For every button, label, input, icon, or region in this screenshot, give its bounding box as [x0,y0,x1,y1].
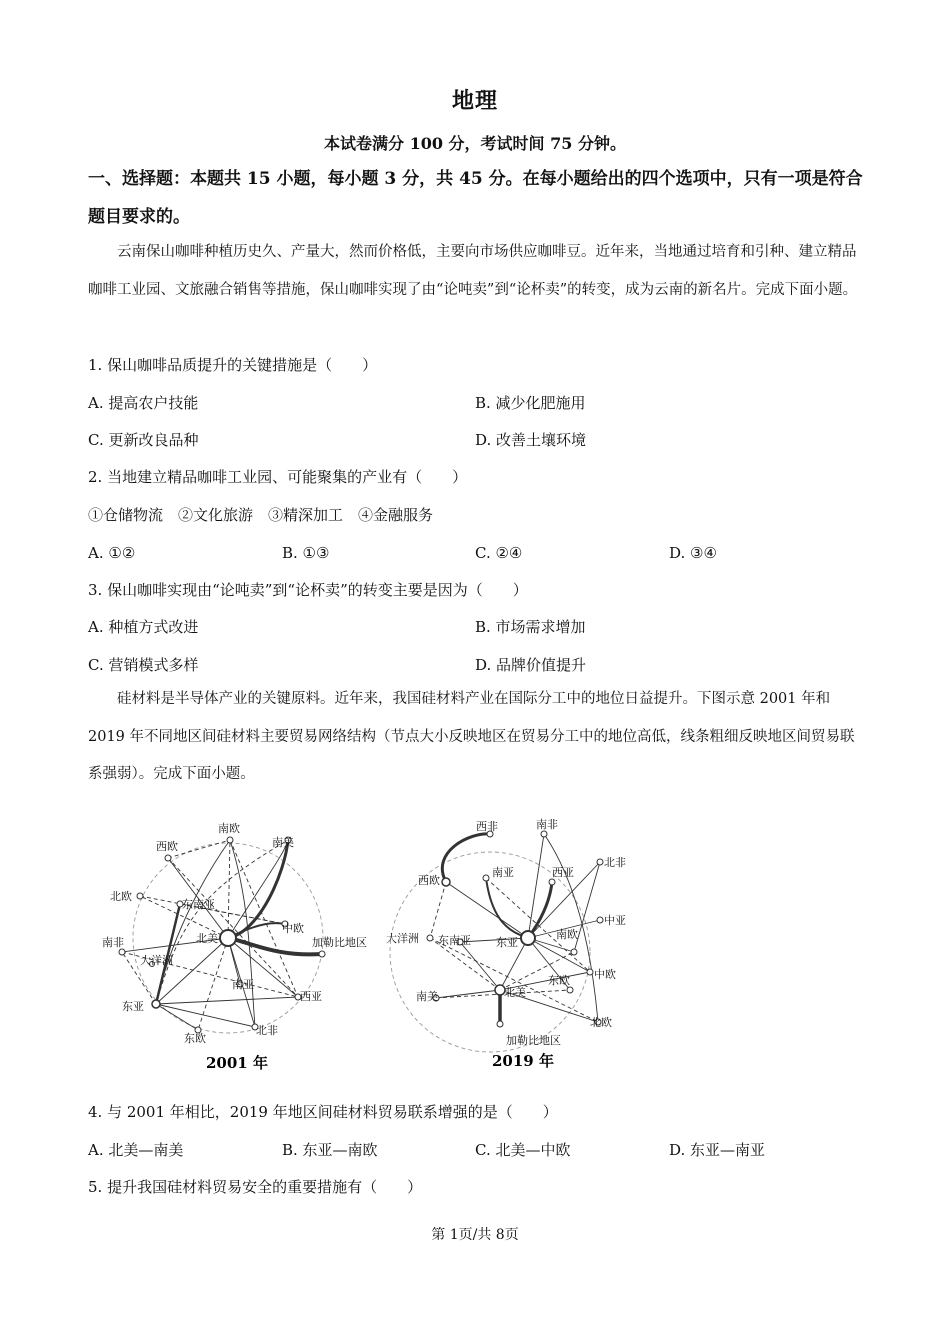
node-label: 西亚 [300,990,322,1003]
node-label: 南非 [536,818,558,831]
question-2-option-c[interactable]: C. ②④ [475,544,523,562]
question-5-stem: 5. 提升我国硅材料贸易安全的重要措施有（ ） [88,1178,423,1196]
node-label: 南亚 [232,978,254,991]
question-2-option-a[interactable]: A. ①② [88,544,136,562]
question-4-stem: 4. 与 2001 年相比，2019 年地区间硅材料贸易联系增强的是（ ） [88,1103,558,1121]
node-label: 加勒比地区 [312,936,367,949]
question-4-option-a[interactable]: A. 北美—南美 [88,1141,184,1159]
section-heading: 一、选择题：本题共 15 小题，每小题 3 分，共 45 分。在每小题给出的四个选项中，只有一项是符合题目要求的。 [88,169,863,227]
node-label: 东南亚 [438,934,471,947]
node-label: 西欧 [418,874,440,887]
node-label: 西非 [476,820,498,833]
node-label: 东欧 [184,1032,206,1045]
network-2019-labels [386,817,626,1047]
node-label: 中欧 [594,968,616,981]
node-label: 东南亚 [182,898,215,911]
node-label: 中欧 [282,922,304,935]
node-label: 南非 [102,936,124,949]
question-3-option-b[interactable]: B. 市场需求增加 [475,618,586,636]
node-label: 中亚 [604,914,626,927]
node-label: 东亚 [496,936,518,949]
question-1-option-d[interactable]: D. 改善土壤环境 [475,431,587,449]
node-label: 东欧 [548,974,570,987]
node-label: 北非 [604,856,626,869]
question-2-option-d[interactable]: D. ③④ [669,544,717,562]
node-label: 北非 [256,1024,278,1037]
node-label: 南欧 [556,928,578,941]
question-4-option-b[interactable]: B. 东亚—南欧 [282,1141,378,1159]
question-1-option-c[interactable]: C. 更新改良品种 [88,431,199,449]
page-title: 地理 [451,88,498,114]
question-1-option-b[interactable]: B. 减少化肥施用 [475,394,586,412]
material-coffee: 云南保山咖啡种植历史久、产量大，然而价格低，主要向市场供应咖啡豆。近年来，当地通过培育和引种、建立精品咖啡工业园、文旅融合销售等措施，保山咖啡实现了由“论吨卖”到“论杯卖”的转变，成为云南的新名片。完成下面小题。 [88,244,858,298]
trade-network-figure [100,812,626,1082]
network-2001-nodes [119,837,325,1033]
page-footer: 第 1页/共 8页 [431,1227,519,1243]
question-4-option-c[interactable]: C. 北美—中欧 [475,1141,571,1159]
node-label: 北欧 [110,890,132,903]
question-4-option-d[interactable]: D. 东亚—南亚 [669,1141,766,1159]
node-label: 北欧 [590,1016,612,1029]
question-2-stem: 2. 当地建立精品咖啡工业园、可能聚集的产业有（ ） [88,468,468,486]
node-label: 南美 [272,836,294,849]
material-silicon: 硅材料是半导体产业的关键原料。近年来，我国硅材料产业在国际分工中的地位日益提升。下图示意 2001 年和 2019 年不同地区间硅材料主要贸易网络结构（节点大小反映地区在贸易分工中的地位高低，线条粗细反映地区间贸易联系强弱）。完成下面小题。 [88,691,855,782]
node-label: 加勒比地区 [506,1034,561,1047]
node-label: 西欧 [156,840,178,853]
node-label: 南美 [416,990,438,1003]
node-label: 大洋洲 [386,932,419,945]
exam-info: 本试卷满分 100 分，考试时间 75 分钟。 [324,134,626,153]
question-3-option-d[interactable]: D. 品牌价值提升 [475,656,587,674]
node-label: 西亚 [552,866,574,879]
question-3-stem: 3. 保山咖啡实现由“论吨卖”到“论杯卖”的转变主要是因为（ ） [88,581,528,599]
node-label: 南亚 [492,866,514,879]
caption-2019: 2019 年 [492,1052,554,1070]
question-3-option-a[interactable]: A. 种植方式改进 [88,618,199,636]
node-label: 东亚 [122,1000,144,1013]
question-2-items: ①仓储物流 ②文化旅游 ③精深加工 ④金融服务 [88,506,434,524]
question-2-option-b[interactable]: B. ①③ [282,544,330,562]
question-1-option-a[interactable]: A. 提高农户技能 [88,394,199,412]
node-label: 北美 [504,986,526,999]
node-label: 北美 [196,932,218,945]
caption-2001: 2001 年 [206,1054,268,1072]
node-label: 南欧 [218,822,240,835]
question-1-stem: 1. 保山咖啡品质提升的关键措施是（ ） [88,356,378,374]
question-3-option-c[interactable]: C. 营销模式多样 [88,656,199,674]
node-label: 大洋洲 [140,954,173,967]
